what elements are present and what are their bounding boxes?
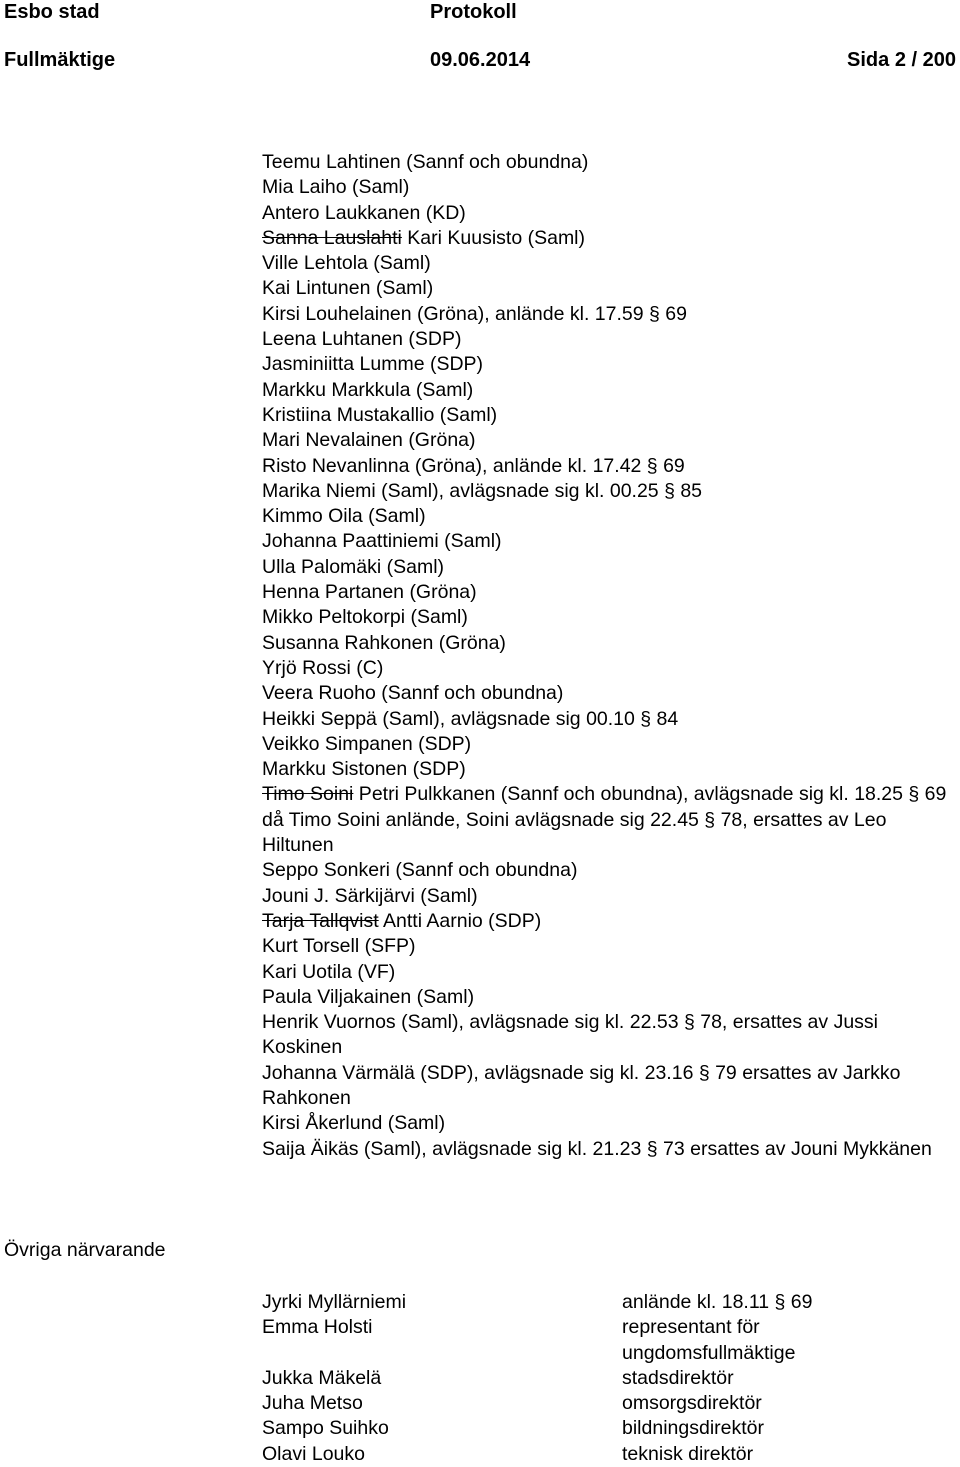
attendee-text: Veikko Simpanen (SDP) [262, 732, 472, 755]
attendee-text: Kari Uotila (VF) [262, 960, 396, 983]
attendee-entry [262, 403, 957, 428]
attendee-entry [262, 428, 957, 453]
other-attendee-role: bildningsdirektör [622, 1417, 764, 1440]
attendee-text: Heikki Seppä (Saml), avlägsnade sig 00.10 § 84 [262, 707, 679, 730]
header-body: Fullmäktige [4, 49, 116, 71]
header-municipality: Esbo stad [4, 1, 100, 23]
attendee-text: Antti Aarnio (SDP) [378, 909, 542, 932]
attendee-text: Markku Markkula (Saml) [262, 378, 474, 401]
attendee-text: Seppo Sonkeri (Sannf och obundna) [262, 859, 578, 882]
attendee-text: Saija Äikäs (Saml), avlägsnade sig kl. 21.23 § 73 ersattes av Jouni Mykkänen [262, 1137, 932, 1160]
header-page-number: Sida 2 / 200 [847, 49, 956, 71]
attendee-text: Jouni J. Särkijärvi (Saml) [262, 884, 478, 907]
attendee-entry [262, 757, 957, 782]
attendee-entry [262, 985, 957, 1010]
attendee-text: Kari Kuusisto (Saml) [401, 226, 586, 249]
attendee-text: Mikko Peltokorpi (Saml) [262, 606, 468, 629]
attendee-text: Kristiina Mustakallio (Saml) [262, 403, 498, 426]
attendee-entry [262, 782, 957, 858]
other-attendee-name: Jyrki Myllärniemi [262, 1291, 407, 1313]
other-attendee-role: teknisk direktör [622, 1442, 754, 1465]
other-attendee-name: Jukka Mäkelä [262, 1366, 382, 1389]
attendee-text: Jasminiitta Lumme (SDP) [262, 353, 484, 376]
attendee-entry [262, 605, 957, 630]
attendee-text: Kirsi Åkerlund (Saml) [262, 1112, 446, 1135]
attendee-text: Mia Laiho (Saml) [262, 176, 410, 199]
attendee-entry [262, 1111, 957, 1136]
attendee-text: Henrik Vuornos (Saml), avlägsnade sig kl. 22.53 § 78, ersattes av Jussi Koskinen [262, 1011, 878, 1059]
attendee-entry [262, 327, 957, 352]
attendee-text: Ville Lehtola (Saml) [262, 252, 431, 275]
attendee-entry [262, 529, 957, 554]
other-attendee-role: omsorgsdirektör [622, 1392, 762, 1415]
attendee-text: Henna Partanen (Gröna) [262, 581, 477, 604]
attendee-entry [262, 934, 957, 959]
attendee-text: Risto Nevanlinna (Gröna), anlände kl. 17.42 § 69 [262, 454, 685, 477]
other-attendee-name: Emma Holsti [262, 1316, 373, 1339]
attendee-text: Ulla Palomäki (Saml) [262, 555, 445, 578]
attendee-text: Markku Sistonen (SDP) [262, 758, 466, 781]
attendee-text: Susanna Rahkonen (Gröna) [262, 631, 506, 654]
other-attendee-row [262, 1416, 902, 1441]
attendee-entry [262, 302, 957, 327]
other-attendee-row [262, 1366, 902, 1391]
attendee-text: Antero Laukkanen (KD) [262, 201, 466, 224]
attendee-entry [262, 580, 957, 605]
other-attendee-name: Juha Metso [262, 1392, 363, 1415]
struck-name: Sanna Lauslahti [262, 226, 402, 249]
attendee-entry [262, 1010, 957, 1061]
attendee-entry [262, 707, 957, 732]
attendee-entry [262, 378, 957, 403]
attendee-entry [262, 226, 957, 251]
attendee-entry [262, 656, 957, 681]
other-attendees-heading: Övriga närvarande [4, 1239, 166, 1261]
attendee-entry [262, 732, 957, 757]
attendee-text: Mari Nevalainen (Gröna) [262, 429, 476, 452]
attendee-text: Petri Pulkkanen (Sannf och obundna), avlägsnade sig kl. 18.25 § 69 då Timo Soini anlände, Soini avlägsnade sig 22.45 § 78, ersattes av Leo Hiltunen [262, 783, 947, 857]
struck-name: Timo Soini [262, 783, 354, 806]
other-attendee-row [262, 1315, 902, 1366]
attendee-text: Kirsi Louhelainen (Gröna), anlände kl. 17.59 § 69 [262, 302, 687, 325]
attendee-entry [262, 960, 957, 985]
attendee-entry [262, 884, 957, 909]
attendee-text: Kai Lintunen (Saml) [262, 277, 434, 300]
header-doc-type: Protokoll [430, 1, 517, 23]
attendee-entry [262, 276, 957, 301]
attendee-entry [262, 681, 957, 706]
attendee-entry [262, 1137, 957, 1162]
attendee-text: Paula Viljakainen (Saml) [262, 985, 475, 1008]
attendee-text: Johanna Värmälä (SDP), avlägsnade sig kl. 23.16 § 79 ersattes av Jarkko Rahkonen [262, 1061, 901, 1109]
attendee-entry [262, 631, 957, 656]
other-attendee-row [262, 1442, 902, 1467]
attendee-entry [262, 479, 957, 504]
attendee-text: Johanna Paattiniemi (Saml) [262, 530, 502, 553]
attendee-entry [262, 150, 957, 175]
other-attendee-row [262, 1391, 902, 1416]
attendee-entry [262, 909, 957, 934]
other-attendee-row [262, 1290, 902, 1315]
attendee-list [262, 150, 957, 1162]
attendee-entry [262, 352, 957, 377]
other-attendees-list [262, 1290, 902, 1467]
attendee-entry [262, 251, 957, 276]
attendee-entry [262, 175, 957, 200]
other-attendee-role: representant för ungdomsfullmäktige [622, 1316, 796, 1364]
attendee-text: Veera Ruoho (Sannf och obundna) [262, 682, 564, 705]
attendee-text: Kurt Torsell (SFP) [262, 935, 416, 958]
attendee-text: Leena Luhtanen (SDP) [262, 328, 462, 351]
struck-name: Tarja Tallqvist [262, 909, 379, 932]
attendee-entry [262, 201, 957, 226]
other-attendee-name: Sampo Suihko [262, 1417, 389, 1440]
attendee-text: Marika Niemi (Saml), avlägsnade sig kl. 00.25 § 85 [262, 479, 703, 502]
attendee-text: Kimmo Oila (Saml) [262, 505, 426, 528]
attendee-entry [262, 454, 957, 479]
header-date: 09.06.2014 [430, 49, 531, 71]
other-attendee-role: anlände kl. 18.11 § 69 [622, 1291, 813, 1313]
attendee-entry [262, 1061, 957, 1112]
attendee-text: Yrjö Rossi (C) [262, 656, 384, 679]
other-attendee-role: stadsdirektör [622, 1366, 734, 1389]
attendee-text: Teemu Lahtinen (Sannf och obundna) [262, 151, 589, 173]
attendee-entry [262, 504, 957, 529]
other-attendee-name: Olavi Louko [262, 1442, 365, 1465]
attendee-entry [262, 555, 957, 580]
attendee-entry [262, 858, 957, 883]
